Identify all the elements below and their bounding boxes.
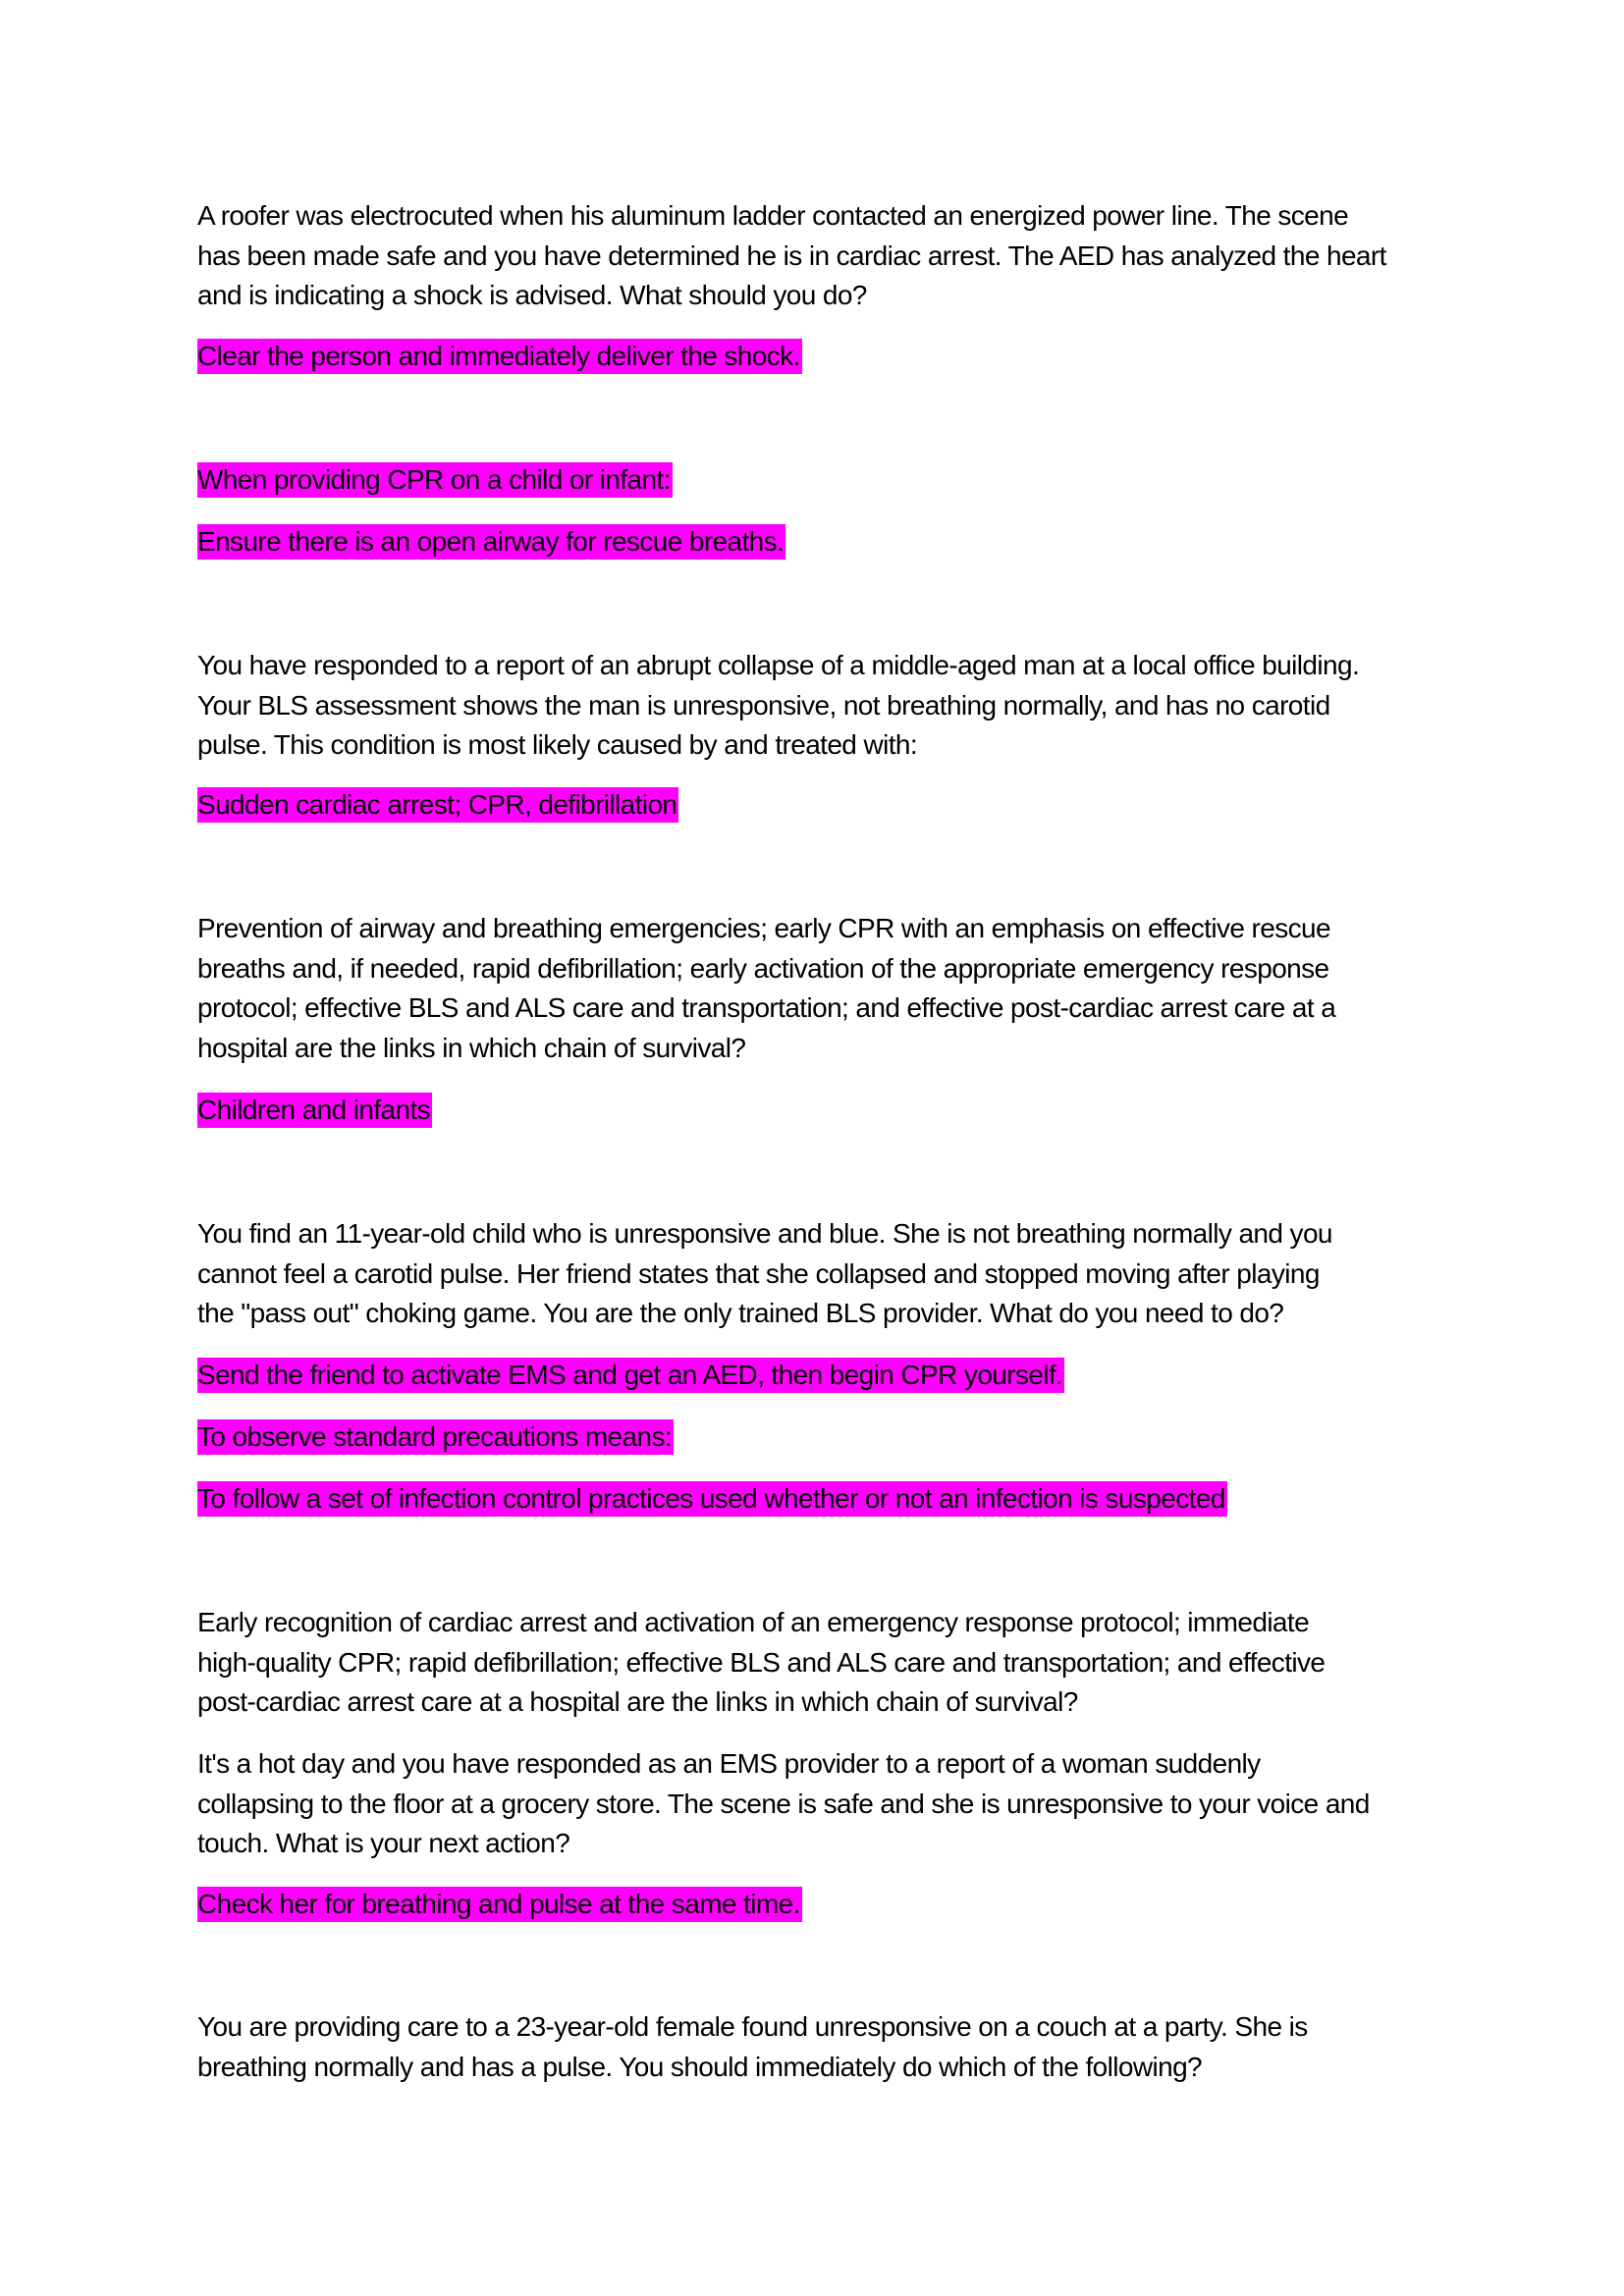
question-text: and is indicating a shock is advised. What should you do?: [197, 280, 867, 310]
question-text: cannot feel a carotid pulse. Her friend states that she collapsed and stopped moving after playing: [197, 1257, 1320, 1289]
text-line: [197, 276, 1386, 316]
text-line: [197, 1294, 1332, 1334]
highlighted-answer: [197, 1417, 674, 1458]
question-text: the "pass out" choking game. You are the only trained BLS provider. What do you need to do?: [197, 1298, 1284, 1328]
text-line: [197, 949, 1335, 989]
question-paragraph: [197, 909, 1335, 1068]
text-line: [197, 725, 1359, 766]
question-paragraph: [197, 1744, 1370, 1864]
question-text: You have responded to a report of an abrupt collapse of a middle-aged man at a local office building.: [197, 650, 1360, 680]
text-line: [197, 909, 1335, 949]
question-text: collapsing to the floor at a grocery store. The scene is safe and she is unresponsive to your voice and: [197, 1788, 1370, 1819]
answer-text: To observe standard precautions means:: [197, 1419, 674, 1455]
text-line: [197, 1643, 1325, 1683]
question-paragraph: [197, 2007, 1308, 2087]
text-line: [197, 1029, 1335, 1069]
question-text: You are providing care to a 23-year-old female found unresponsive on a couch at a party. She is: [197, 2011, 1308, 2042]
question-paragraph: [197, 1603, 1325, 1723]
highlighted-answer: [197, 1479, 1227, 1520]
question-text: breathing normally and has a pulse. You should immediately do which of the following?: [197, 2051, 1203, 2082]
highlighted-answer: [197, 1356, 1064, 1396]
question-text: post-cardiac arrest care at a hospital are the links in which chain of survival?: [197, 1686, 1078, 1717]
answer-text: Check her for breathing and pulse at the same time.: [197, 1887, 802, 1922]
question-text: pulse. This condition is most likely caused by and treated with:: [197, 729, 918, 760]
text-line: [197, 1603, 1325, 1643]
question-text: A roofer was electrocuted when his aluminum ladder contacted an energized power line. The scene: [197, 200, 1349, 231]
highlighted-answer: [197, 522, 785, 562]
question-text: Early recognition of cardiac arrest and activation of an emergency response protocol; immediate: [197, 1607, 1310, 1637]
text-line: [197, 988, 1335, 1029]
highlighted-answer: [197, 337, 802, 377]
text-line: [197, 522, 785, 562]
answer-text: To follow a set of infection control practices used whether or not an infection is suspected: [197, 1481, 1227, 1517]
highlighted-answer: [197, 785, 678, 826]
highlighted-answer: [197, 1885, 802, 1925]
question-text: protocol; effective BLS and ALS care and transportation; and effective post-cardiac arrest care at a: [197, 992, 1336, 1023]
question-text: Prevention of airway and breathing emergencies; early CPR with an emphasis on effective rescue: [197, 913, 1330, 943]
text-line: [197, 1255, 1332, 1295]
question-text: breaths and, if needed, rapid defibrillation; early activation of the appropriate emergency response: [197, 952, 1329, 984]
text-line: [197, 1356, 1064, 1396]
question-text: high-quality CPR; rapid defibrillation; effective BLS and ALS care and transportation; and effective: [197, 1646, 1326, 1678]
text-line: [197, 196, 1386, 237]
text-line: [197, 1785, 1370, 1825]
question-text: hospital are the links in which chain of survival?: [197, 1032, 746, 1063]
question-text: You find an 11-year-old child who is unresponsive and blue. She is not breathing normally and you: [197, 1218, 1332, 1249]
highlighted-answer: [197, 460, 673, 501]
text-line: [197, 460, 673, 501]
text-line: [197, 237, 1386, 277]
question-paragraph: [197, 196, 1386, 316]
answer-text: Send the friend to activate EMS and get an AED, then begin CPR yourself.: [197, 1358, 1064, 1393]
text-line: [197, 1479, 1227, 1520]
answer-text: Children and infants: [197, 1093, 432, 1128]
question-text: Your BLS assessment shows the man is unresponsive, not breathing normally, and has no carotid: [197, 689, 1330, 721]
question-text: touch. What is your next action?: [197, 1828, 570, 1858]
text-line: [197, 1214, 1332, 1255]
question-paragraph: [197, 1214, 1332, 1334]
text-line: [197, 785, 678, 826]
highlighted-answer: [197, 1091, 432, 1131]
text-line: [197, 1824, 1370, 1864]
text-line: [197, 2007, 1308, 2048]
answer-text: Clear the person and immediately deliver the shock.: [197, 339, 802, 374]
text-line: [197, 1417, 674, 1458]
answer-text: Sudden cardiac arrest; CPR, defibrillation: [197, 787, 678, 823]
text-line: [197, 1885, 802, 1925]
question-text: It's a hot day and you have responded as an EMS provider to a report of a woman suddenly: [197, 1748, 1261, 1779]
text-line: [197, 337, 802, 377]
answer-text: Ensure there is an open airway for rescue breaths.: [197, 524, 785, 560]
question-paragraph: [197, 646, 1359, 766]
answer-text: When providing CPR on a child or infant:: [197, 462, 673, 498]
text-line: [197, 2048, 1308, 2088]
question-text: has been made safe and you have determined he is in cardiac arrest. The AED has analyzed the heart: [197, 240, 1386, 271]
text-line: [197, 646, 1359, 686]
text-line: [197, 686, 1359, 726]
text-line: [197, 1682, 1325, 1723]
text-line: [197, 1744, 1370, 1785]
text-line: [197, 1091, 432, 1131]
